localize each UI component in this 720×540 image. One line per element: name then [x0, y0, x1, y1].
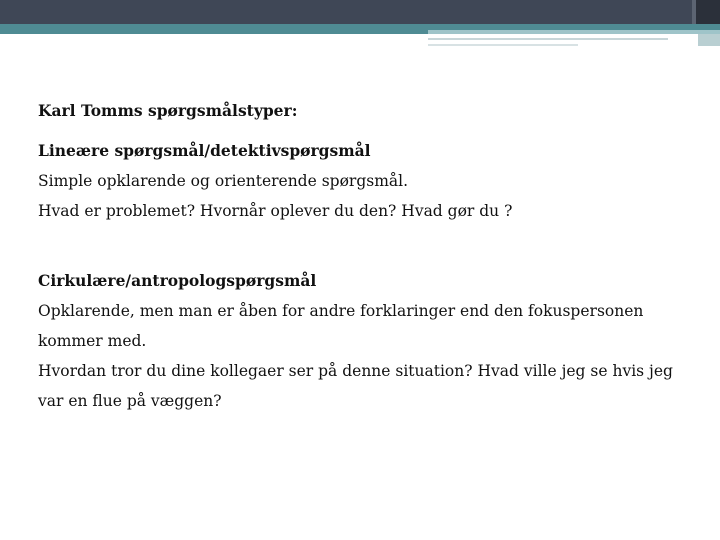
body-line: Opklarende, men man er åben for andre forklaringer end den fokuspersonen	[38, 302, 644, 320]
section-heading-linear: Lineære spørgsmål/detektivspørgsmål	[38, 141, 371, 160]
body-line: kommer med.	[38, 332, 147, 350]
body-line: Simple opklarende og orienterende spørgsmål.	[38, 172, 409, 190]
decorative-block	[698, 34, 720, 46]
body-line: Hvordan tror du dine kollegaer ser på denne situation? Hvad ville jeg se hvis jeg	[38, 362, 673, 380]
header-band-corner	[696, 0, 720, 24]
decorative-line	[428, 38, 668, 40]
body-line: var en flue på væggen?	[38, 392, 222, 410]
slide-body	[38, 96, 688, 416]
section-heading-circular: Cirkulære/antropologspørgsmål	[38, 271, 317, 290]
accent-strip	[0, 24, 720, 34]
header-band	[0, 0, 720, 24]
body-line: Hvad er problemet? Hvornår oplever du den? Hvad gør du ?	[38, 202, 513, 220]
decorative-line	[428, 44, 578, 46]
slide-title: Karl Tomms spørgsmålstyper:	[38, 101, 298, 120]
accent-strip-highlight	[428, 30, 720, 34]
